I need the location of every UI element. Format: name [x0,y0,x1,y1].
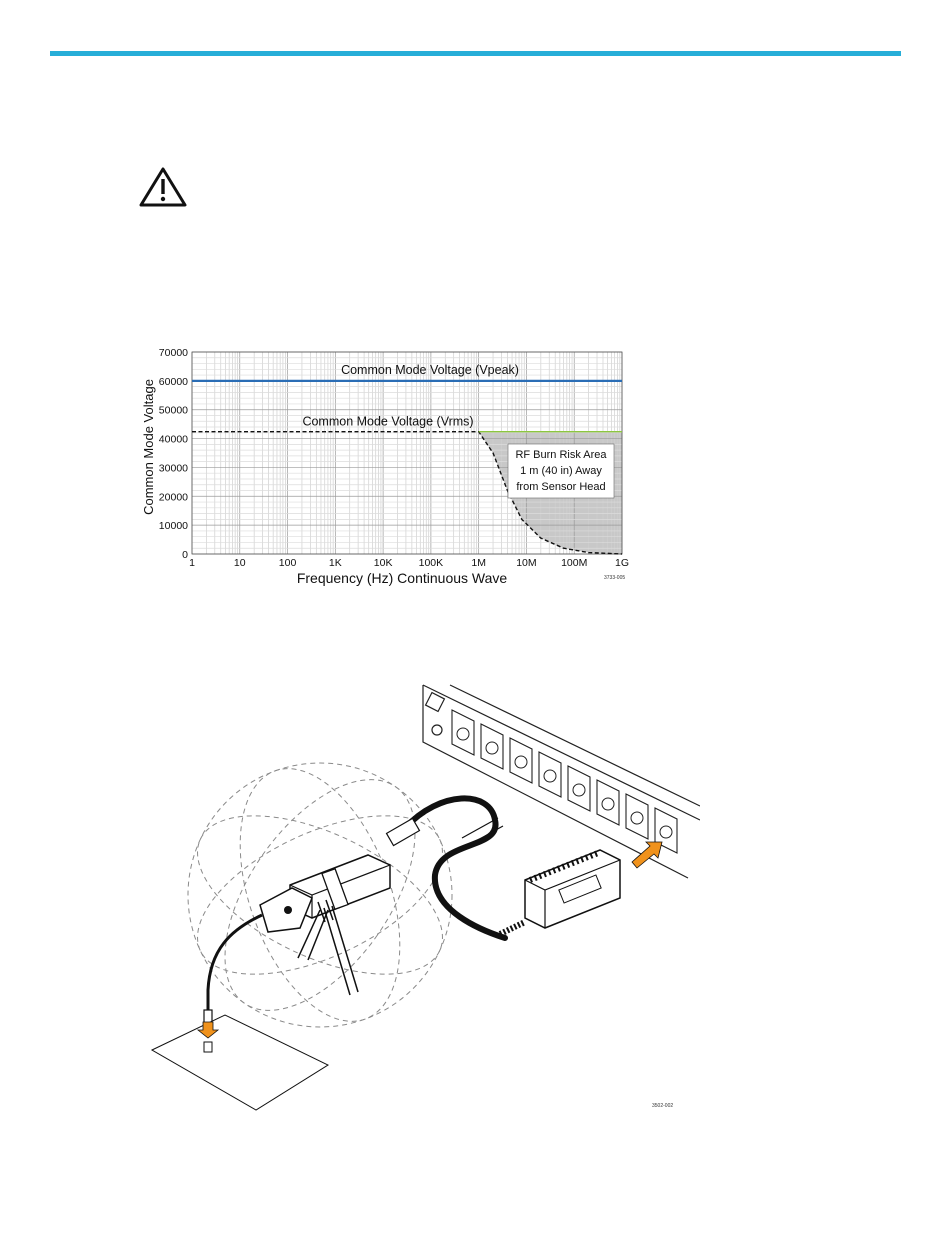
insert-arrow-icon [632,842,662,868]
tip-cable [208,915,262,1015]
x-tick-label: 10K [373,557,393,569]
channel-port [452,710,474,755]
circuit-board [152,1015,328,1110]
channel-port [510,738,532,783]
y-tick-label: 0 [182,549,188,561]
x-tick-label: 1M [471,557,486,569]
y-tick-label: 50000 [158,404,188,417]
annotation-text: 1 m (40 in) Away [520,465,602,477]
figure-id: 3733-005 [604,575,626,581]
probe-setup-illustration [140,670,700,1120]
y-tick-label: 20000 [158,491,188,504]
x-axis-title: Frequency (Hz) Continuous Wave [296,570,508,586]
channel-port [568,766,590,811]
y-tick-label: 40000 [158,433,188,446]
sensor-head [260,818,419,932]
channel-port [481,724,503,769]
annotation-text: from Sensor Head [516,481,606,493]
y-tick-label: 70000 [158,347,188,359]
x-tick-label: 100K [418,557,444,569]
x-tick-label: 1G [614,557,630,569]
annotation-text: RF Burn Risk Area [515,449,607,461]
x-tick-label: 100M [561,557,588,569]
figure-id: 3502-002 [652,1103,674,1109]
x-tick-label: 10M [516,557,537,569]
channel-port [539,752,561,797]
x-tick-label: 1 [189,557,195,569]
y-tick-label: 60000 [158,375,188,388]
y-tick-label: 10000 [158,520,188,533]
probe-cable [405,798,505,938]
x-tick-label: 100 [278,557,297,569]
x-tick-label: 1K [328,557,342,569]
header-rule [50,51,901,56]
y-tick-label: 30000 [158,462,188,475]
common-mode-voltage-chart [130,340,640,600]
test-point [204,1042,212,1052]
warning-triangle-icon [139,167,187,207]
x-tick-label: 10 [233,557,246,569]
channel-port [626,794,648,839]
channel-port [597,780,619,825]
series-label: Common Mode Voltage (Vpeak) [341,362,519,377]
probe-controller [500,850,620,934]
channel-inputs [452,710,677,853]
y-axis-title: Common Mode Voltage [141,379,156,515]
series-label: Common Mode Voltage (Vrms) [302,414,474,429]
